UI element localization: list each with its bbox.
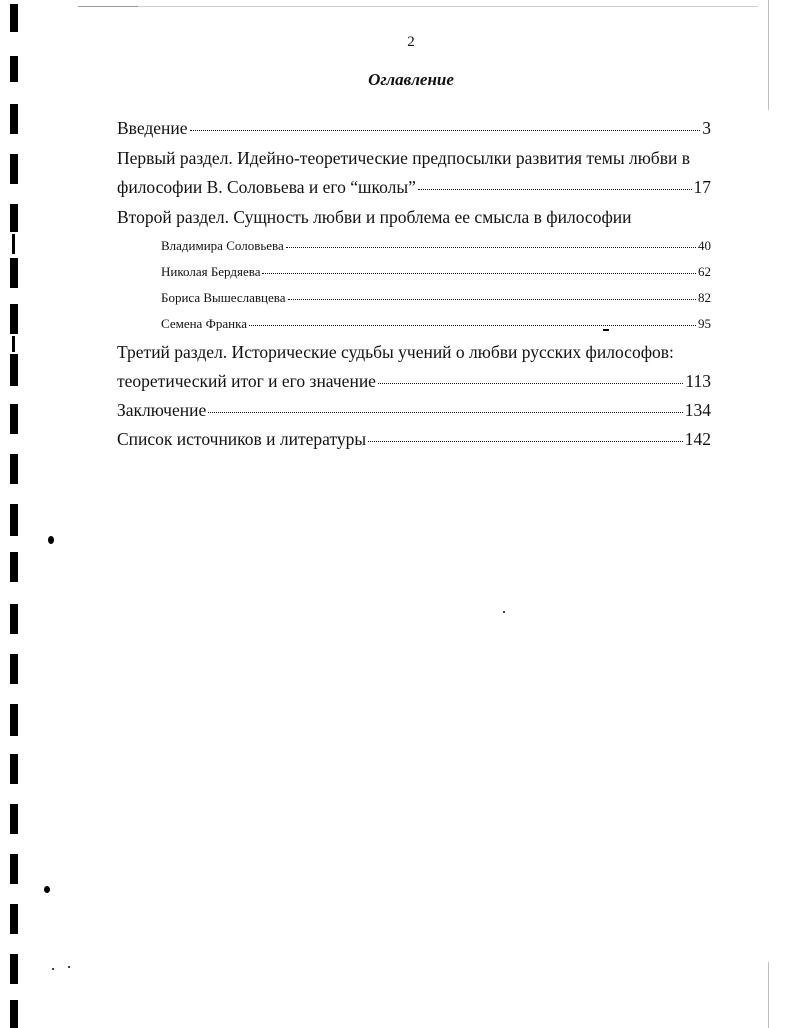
scan-top-edge-dark	[78, 6, 138, 7]
dot-leader	[368, 441, 683, 442]
toc-entry-page: 40	[698, 238, 711, 253]
toc-subentry	[161, 238, 711, 254]
toc-subentry	[161, 264, 711, 280]
toc-entry-section3	[117, 371, 711, 392]
toc-entry-conclusion	[117, 400, 711, 421]
dot-leader	[286, 247, 696, 248]
scan-right-edge-bottom	[768, 962, 769, 1028]
toc-entry-page: 113	[685, 371, 711, 391]
scan-top-edge	[78, 6, 758, 7]
toc-entry-label: философии В. Соловьева и его “школы”	[117, 177, 416, 197]
toc-entry-page: 17	[693, 177, 711, 197]
toc-entry-label: теоретический итог и его значение	[117, 371, 376, 391]
toc-entry-label: Владимира Соловьева	[161, 238, 284, 253]
toc-entry-page: 134	[684, 400, 711, 420]
dot-leader	[190, 130, 701, 131]
document-title: Оглавление	[368, 70, 454, 89]
toc-entry-label: Заключение	[117, 400, 207, 420]
dot-leader	[378, 383, 683, 384]
toc-entry-page: 142	[684, 429, 711, 449]
toc-entry-label: Список источников и литературы	[117, 429, 367, 449]
toc-entry-label: Семена Франка	[161, 316, 247, 331]
toc-section1-line1: Первый раздел. Идейно-теоретические предпосылки развития темы любви в	[117, 148, 690, 168]
toc-subentry	[161, 316, 711, 332]
dot-leader	[418, 189, 692, 190]
toc-subentry	[161, 290, 711, 306]
toc-entry-introduction	[117, 118, 711, 139]
page-number: 2	[407, 34, 415, 50]
toc-section3-line1: Третий раздел. Исторические судьбы учений о любви русских философов:	[117, 342, 674, 362]
toc-entry-section1	[117, 177, 711, 198]
toc-entry-label: Николая Бердяева	[161, 264, 261, 279]
toc-entry-label: Бориса Вышеславцева	[161, 290, 286, 305]
toc-entry-page: 95	[698, 316, 711, 331]
dot-leader	[208, 412, 683, 413]
toc-entry-sources	[117, 429, 711, 450]
scan-right-edge	[768, 0, 769, 110]
dot-leader	[249, 325, 696, 326]
toc-entry-page: 3	[702, 118, 711, 138]
toc-entry-page: 62	[698, 264, 711, 279]
toc-section2-line1: Второй раздел. Сущность любви и проблема ее смысла в философии	[117, 207, 632, 227]
dot-leader	[262, 273, 696, 274]
dot-leader	[288, 299, 696, 300]
toc-entry-label: Введение	[117, 118, 188, 138]
toc-entry-page: 82	[698, 290, 711, 305]
